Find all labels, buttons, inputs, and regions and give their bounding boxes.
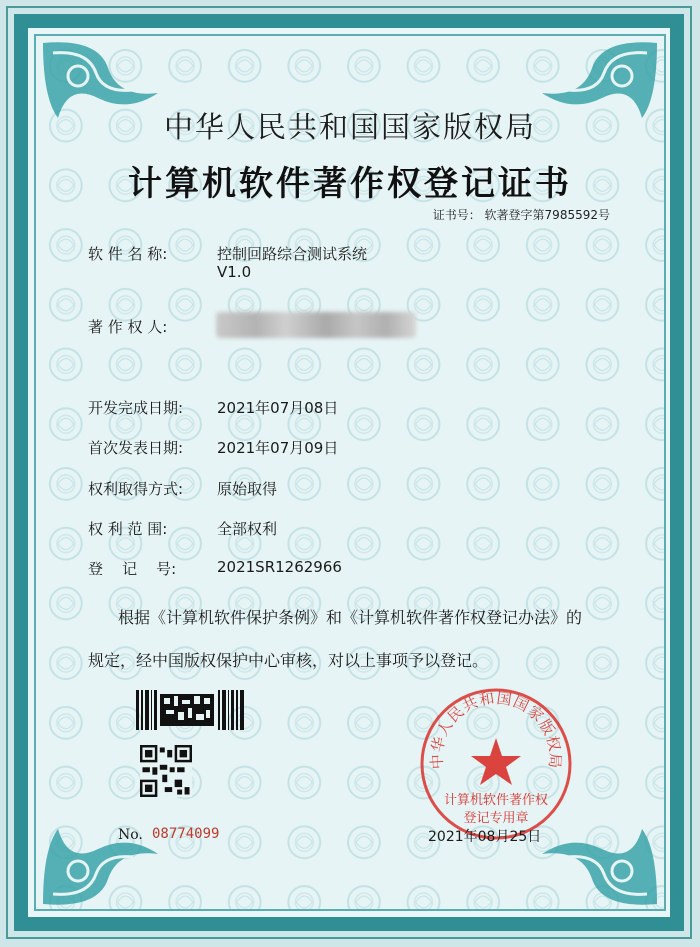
value-software-name: 控制回路综合测试系统 (217, 245, 368, 263)
value-rights-scope: 全部权利 (217, 520, 278, 538)
barcode-icon (136, 690, 244, 730)
seal-ring-text: 中华人民共和国国家版权局 (427, 688, 565, 770)
corner-ornament-bottom-left (38, 799, 178, 909)
value-first-publish-date: 2021年07月09日 (217, 439, 339, 457)
value-software-version: V1.0 (217, 263, 252, 281)
qr-code-icon (140, 745, 192, 797)
redacted-owner-name (216, 312, 416, 338)
label-rights-acquisition: 权利取得方式: (88, 480, 184, 498)
official-seal-icon (418, 686, 574, 842)
label-registration-number: 登 记 号: (88, 560, 177, 578)
label-dev-complete-date: 开发完成日期: (88, 399, 184, 417)
label-rights-scope: 权 利 范 围: (88, 520, 168, 538)
seal-line-2: 登记专用章 (463, 811, 529, 826)
certificate-title: 计算机软件著作权登记证书 (128, 164, 572, 204)
label-software-name: 软 件 名 称: (88, 245, 168, 263)
issue-date: 2021年08月25日 (428, 829, 542, 845)
label-first-publish-date: 首次发表日期: (88, 439, 184, 457)
seal-line-1: 计算机软件著作权 (443, 793, 549, 808)
statement-line-1: 根据《计算机软件保护条例》和《计算机软件著作权登记办法》的 (118, 608, 583, 627)
value-rights-acquisition: 原始取得 (217, 480, 278, 498)
value-dev-complete-date: 2021年07月08日 (217, 399, 339, 417)
value-registration-number: 2021SR1262966 (217, 558, 342, 576)
label-copyright-owner: 著 作 权 人: (88, 318, 168, 336)
issuing-authority: 中华人民共和国国家版权局 (163, 110, 536, 144)
certificate-number: 证书号： 软著登字第7985592号 (432, 208, 610, 222)
statement-line-2: 规定，经中国版权保护中心审核，对以上事项予以登记。 (88, 651, 489, 670)
serial-label: No. (118, 827, 143, 843)
serial-number: 08774099 (152, 826, 220, 842)
